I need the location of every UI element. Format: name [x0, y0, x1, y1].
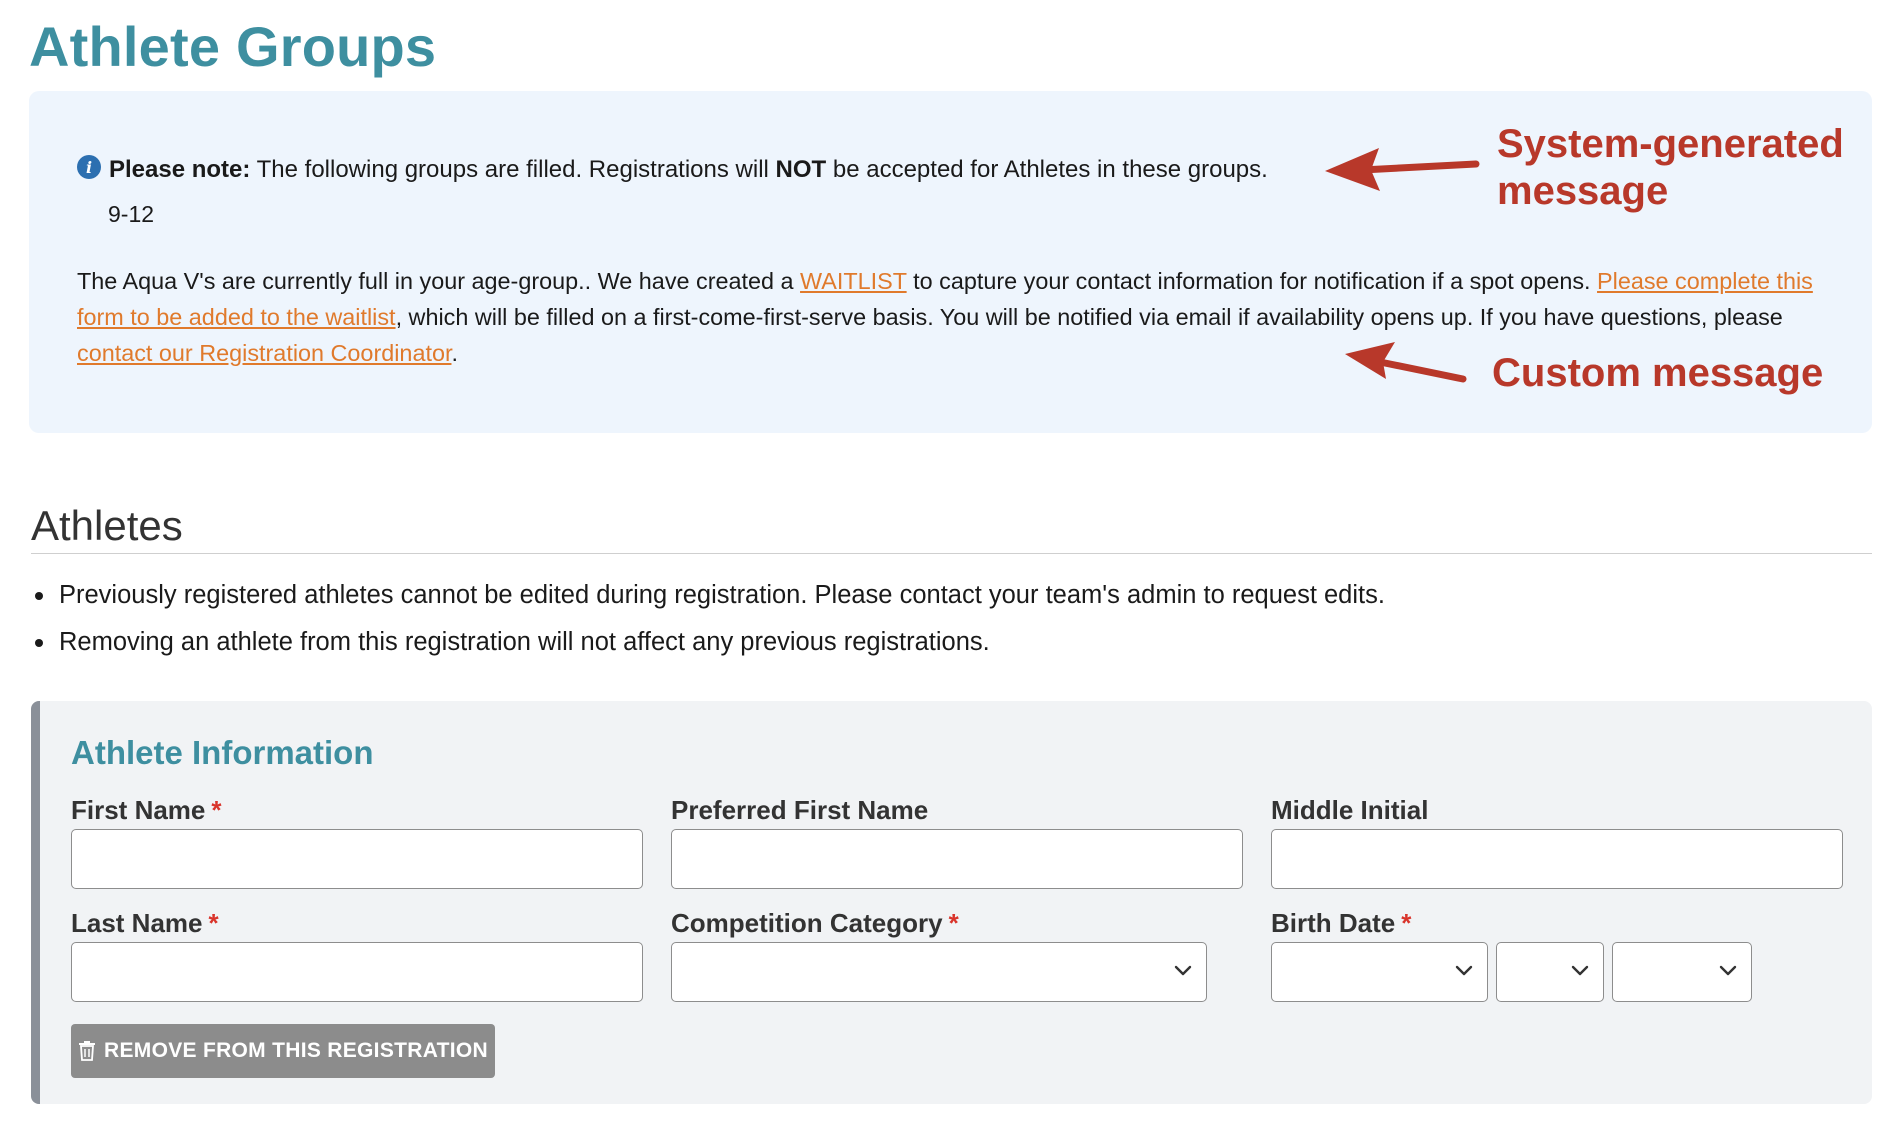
- birth-month-select[interactable]: [1271, 942, 1488, 1002]
- annotation-custom-label: Custom message: [1492, 351, 1824, 395]
- preferred-first-name-label-text: Preferred First Name: [671, 795, 929, 825]
- birth-day-select[interactable]: [1496, 942, 1604, 1002]
- info-icon: i: [77, 155, 101, 179]
- remove-from-registration-button[interactable]: [71, 1024, 495, 1078]
- middle-initial-label-text: Middle Initial: [1271, 795, 1429, 825]
- notice-text-1: The following groups are filled. Registrations will: [250, 156, 776, 183]
- athlete-notes-list: [31, 577, 1385, 671]
- birth-date-label-text: Birth Date: [1271, 908, 1396, 938]
- first-name-label-text: First Name: [71, 795, 206, 825]
- notice-emphasis: NOT: [775, 156, 827, 183]
- last-name-label: [71, 908, 219, 939]
- filled-group: 9-12: [108, 201, 155, 227]
- chevron-down-icon: [1174, 965, 1192, 977]
- page-title: Athlete Groups: [29, 15, 437, 78]
- athlete-information-title: Athlete Information: [71, 734, 374, 771]
- custom-text-1: The Aqua V's are currently full in your age-group.. We have created a: [77, 268, 801, 294]
- competition-category-label-text: Competition Category: [671, 908, 943, 938]
- preferred-first-name-label: [671, 795, 928, 826]
- annotation-system-line-1: System-generated: [1497, 122, 1844, 166]
- chevron-down-icon: [1571, 965, 1589, 977]
- first-name-input[interactable]: [71, 829, 643, 889]
- contact-coordinator-link[interactable]: contact our Registration Coordinator: [77, 340, 452, 366]
- trash-icon: [78, 1041, 96, 1061]
- custom-text-4: .: [451, 340, 458, 366]
- preferred-first-name-input[interactable]: [671, 829, 1243, 889]
- chevron-down-icon: [1455, 965, 1473, 977]
- last-name-input[interactable]: [71, 942, 643, 1002]
- competition-category-label: [671, 908, 959, 939]
- notice-text-2: be accepted for Athletes in these groups.: [826, 156, 1268, 183]
- annotation-system-label: [1497, 121, 1844, 215]
- system-message: [77, 156, 1268, 184]
- first-name-label: [71, 795, 222, 826]
- section-divider: [31, 553, 1872, 554]
- required-marker: *: [948, 908, 959, 938]
- notice-prefix: Please note:: [109, 156, 251, 183]
- annotation-system-line-2: message: [1497, 169, 1669, 213]
- custom-text-2: to capture your contact information for notification if a spot opens.: [906, 268, 1598, 294]
- athletes-heading: Athletes: [31, 502, 183, 549]
- middle-initial-input[interactable]: [1271, 829, 1843, 889]
- required-marker: *: [208, 908, 219, 938]
- birth-date-label: [1271, 908, 1411, 939]
- birth-year-select[interactable]: [1612, 942, 1752, 1002]
- list-item: Previously registered athletes cannot be edited during registration. Please contact your team's admin to request edits.: [31, 577, 1385, 624]
- list-item: Removing an athlete from this registration will not affect any previous registrations.: [31, 624, 1385, 671]
- chevron-down-icon: [1719, 965, 1737, 977]
- required-marker: *: [211, 795, 222, 825]
- middle-initial-label: [1271, 795, 1428, 826]
- required-marker: *: [1401, 908, 1412, 938]
- competition-category-select[interactable]: [671, 942, 1207, 1002]
- last-name-label-text: Last Name: [71, 908, 203, 938]
- custom-text-3: , which will be filled on a first-come-first-serve basis. You will be notified via email if availability opens up. If you have questions, please: [395, 304, 1783, 330]
- waitlist-link[interactable]: WAITLIST: [800, 268, 907, 294]
- waitlist-form-link[interactable]: Please complete this form to be added to the waitlist: [77, 268, 1813, 330]
- remove-button-label: REMOVE FROM THIS REGISTRATION: [104, 1039, 488, 1062]
